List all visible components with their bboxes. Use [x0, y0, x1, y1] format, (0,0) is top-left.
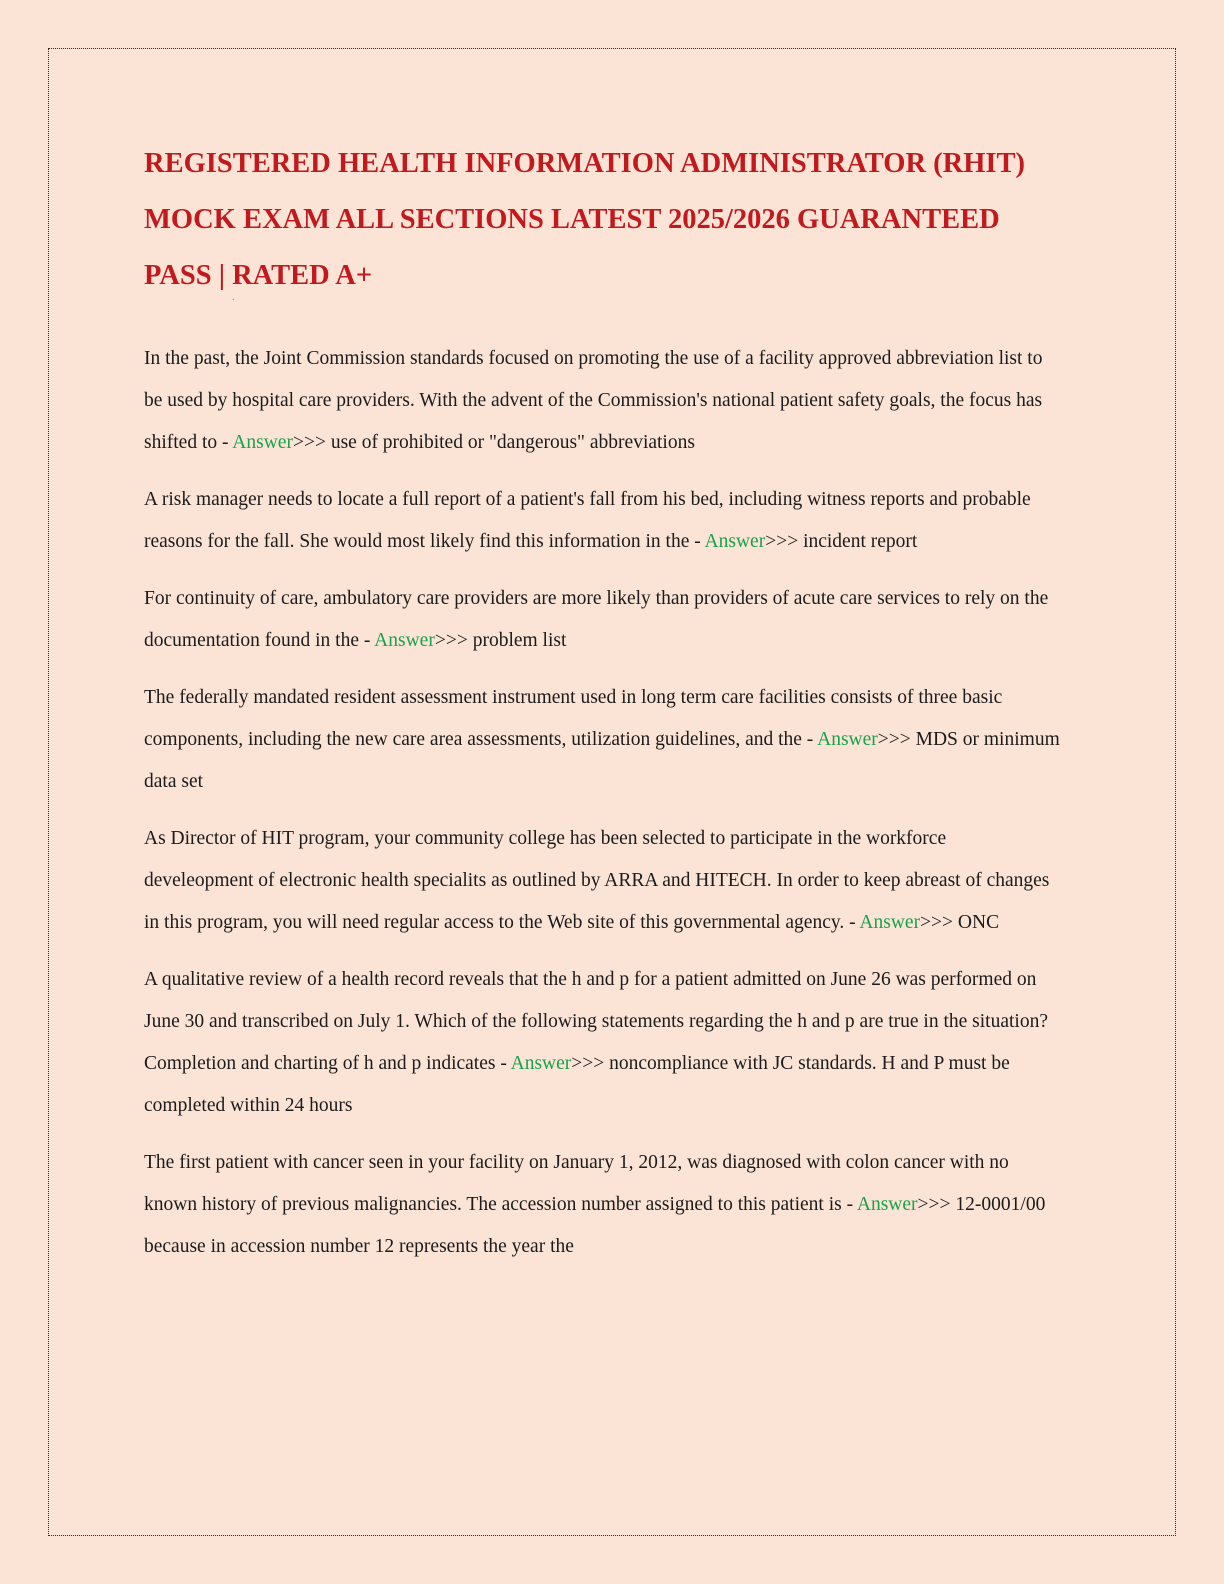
stray-mark: .: [232, 291, 235, 303]
qa-paragraph: [144, 1142, 1060, 1268]
answer-text: >>> ONC: [920, 912, 1000, 933]
qa-paragraph: [144, 818, 1060, 944]
question-text: A qualitative review of a health record reveals that the h and p for a patient admitted on June 26 was performed on June 30 and transcribed on July 1. Which of the following statements regarding the h and p are true in the situation? Completion and charting of h and p indicates -: [144, 969, 1048, 1074]
answer-label: Answer: [859, 912, 921, 933]
question-text: A risk manager needs to locate a full report of a patient's fall from his bed, including witness reports and probable reasons for the fall. She would most likely find this information in the -: [144, 489, 1031, 552]
question-text: In the past, the Joint Commission standards focused on promoting the use of a facility approved abbreviation list to be used by hospital care providers. With the advent of the Commission's national patient safety goals, the focus has shifted to -: [144, 348, 1043, 453]
answer-label: Answer: [856, 1194, 918, 1215]
answer-label: Answer: [232, 432, 293, 453]
qa-paragraph: [144, 578, 1060, 662]
qa-paragraph: [144, 959, 1060, 1127]
qa-paragraph: [144, 479, 1060, 563]
answer-text: >>> MDS or minimum data set: [144, 729, 1060, 792]
answer-text: >>> 12-0001/00 because in accession number 12 represents the year the: [144, 1194, 1046, 1257]
qa-paragraph: [144, 338, 1060, 464]
question-text: For continuity of care, ambulatory care providers are more likely than providers of acute care services to rely on the documentation found in the -: [144, 588, 1049, 651]
answer-label: Answer: [510, 1053, 572, 1074]
answer-text: >>> noncompliance with JC standards. H and P must be completed within 24 hours: [144, 1053, 1010, 1116]
qa-paragraph-list: [144, 338, 1060, 1268]
answer-label: Answer: [817, 729, 878, 750]
qa-paragraph: [144, 677, 1060, 803]
document-content: [144, 136, 1060, 1283]
question-text: The first patient with cancer seen in your facility on January 1, 2012, was diagnosed with colon cancer with no known history of previous malignancies. The accession number assigned to this patient is -: [144, 1152, 1009, 1215]
answer-text: >>> incident report: [765, 531, 918, 552]
document-title: REGISTERED HEALTH INFORMATION ADMINISTRATOR (RHIT) MOCK EXAM ALL SECTIONS LATEST 2025/2026 GUARANTEED PASS | RATED A+: [144, 148, 1026, 291]
question-text: The federally mandated resident assessment instrument used in long term care facilities consists of three basic components, including the new care area assessments, utilization guidelines, and the -: [144, 687, 1003, 750]
answer-text: >>> use of prohibited or "dangerous" abbreviations: [292, 432, 695, 453]
answer-label: Answer: [704, 531, 766, 552]
answer-text: >>> problem list: [434, 630, 567, 651]
answer-label: Answer: [374, 630, 435, 651]
question-text: As Director of HIT program, your community college has been selected to participate in the workforce develeopment of electronic health specialits as outlined by ARRA and HITECH. In order to keep abreast of changes in this program, you will need regular access to the Web site of this governmental agency. -: [144, 828, 1050, 933]
